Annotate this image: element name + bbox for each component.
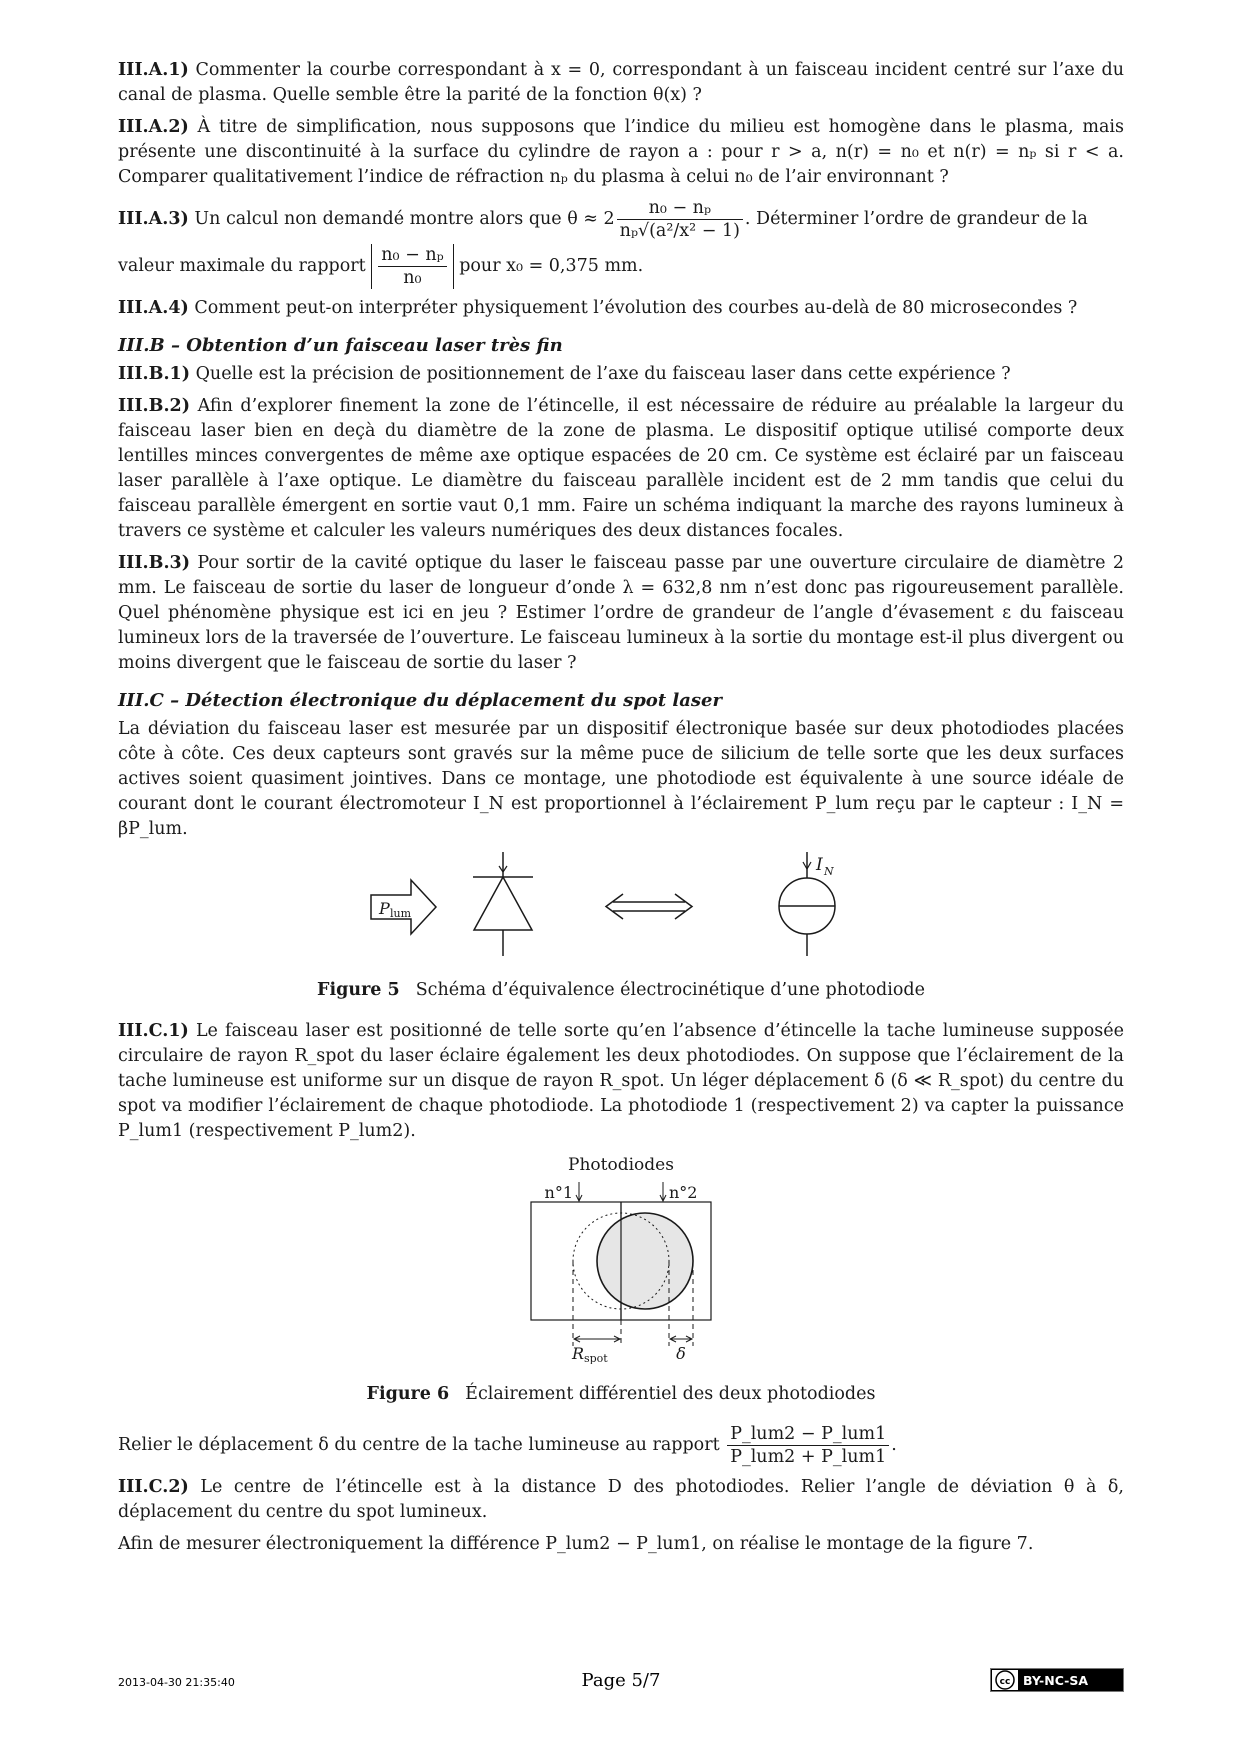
- ratio-numerator: P_lum2 − P_lum1: [727, 1423, 889, 1446]
- question-III-A-1: [118, 58, 1124, 108]
- section-III-C-intro: La déviation du faisceau laser est mesurée par un dispositif électronique basée sur deux photodiodes placées côte à côte. Ces deux capteurs sont gravés sur la même puce de silicium de telle sorte que les deux surfaces actives soient quasiment jointives. Dans ce montage, une photodiode est équivalente à une source idéale de courant dont le courant électromoteur I_N est proportionnel à l’éclairement P_lum reçu par le capteur : I_N = βP_lum.: [118, 719, 1124, 839]
- question-III-B-1: [118, 362, 1124, 387]
- fig6-rspot-sub: spot: [584, 1352, 608, 1364]
- figure-6-caption: [118, 1382, 1124, 1407]
- question-text: Le centre de l’étincelle est à la distance D des photodiodes. Relier l’angle de déviation θ à δ, déplacement du centre du spot lumineux.: [118, 1477, 1124, 1522]
- power-ratio: [727, 1423, 889, 1468]
- fig6-title: Photodiodes: [568, 1155, 674, 1175]
- formula-numerator: n₀ − nₚ: [617, 197, 743, 220]
- question-III-C-1-follow: Relier le déplacement δ du centre de la tache lumineuse au rapport $\frac{\text{P\_lum2 − P\_lum1}}{\text{P\_lum2 + P\_lum1}}$ .: [118, 1424, 897, 1467]
- figure-6: [118, 1154, 1124, 1372]
- fig5-current-label: I: [816, 855, 823, 875]
- question-text: Afin d’explorer finement la zone de l’étincelle, il est nécessaire de réduire au préalable la largeur du faisceau laser bien en deçà du diamètre de la zone de plasma. Le dispositif optique utilisé comporte deux lentilles minces convergentes de même axe optique espacées de 20 cm. Ce système est éclairé par un faisceau laser parallèle à l’axe optique. Le diamètre du faisceau parallèle incident est de 2 mm tandis que celui du faisceau parallèle émergent en sortie vaut 0,1 mm. Faire un schéma indiquant la marche des rayons lumineux à travers ce système et calculer les valeurs numériques des deux distances focales.: [118, 396, 1124, 541]
- caption-label: Figure 5: [317, 980, 400, 1000]
- closing-text: Afin de mesurer électroniquement la différence P_lum2 − P_lum1, on réalise le montage de la figure 7.: [118, 1534, 1034, 1554]
- fig5-input-sub: lum: [390, 907, 412, 920]
- question-III-A-2: [118, 115, 1124, 190]
- page-footer: [118, 1668, 1124, 1696]
- caption-text: Éclairement différentiel des deux photodiodes: [465, 1384, 876, 1404]
- question-text: pour x₀ = 0,375 mm.: [459, 256, 644, 276]
- license-badge: [990, 1668, 1124, 1697]
- question-label: III.B.3): [118, 553, 190, 573]
- fig5-input-label: P: [379, 899, 390, 918]
- laser-spot-displaced: [597, 1213, 693, 1309]
- question-label: III.A.2): [118, 117, 189, 137]
- svg-text:cc: cc: [999, 1677, 1011, 1687]
- photodiodes-diagram: [511, 1154, 731, 1364]
- theta-formula: [617, 197, 743, 242]
- fig6-delta-label: δ: [676, 1344, 686, 1363]
- page-number: Page 5/7: [581, 1670, 661, 1691]
- question-III-A-3-cont: [118, 244, 1124, 289]
- question-text: Un calcul non demandé montre alors que θ ≈ 2: [194, 209, 615, 229]
- ratio-abs: [371, 244, 453, 289]
- page-content: [118, 58, 1124, 1564]
- fig6-rspot-label: R: [572, 1344, 585, 1363]
- fig6-label-2: n°2: [669, 1183, 698, 1202]
- fig6-label-1: n°1: [544, 1183, 573, 1202]
- formula-denominator: nₚ√(a²/x² − 1): [619, 221, 740, 241]
- question-III-A-3: [118, 197, 1124, 242]
- ratio-denominator: n₀: [403, 268, 422, 288]
- fig5-current-sub: N: [824, 865, 834, 878]
- timestamp: 2013-04-30 21:35:40: [118, 1676, 235, 1689]
- question-III-C-2: [118, 1475, 1124, 1525]
- section-heading-III-C: III.C – Détection électronique du déplacement du spot laser: [118, 690, 722, 711]
- equivalence-left-arrow-icon: [606, 894, 623, 919]
- question-text: Quelle est la précision de positionnement de l’axe du faisceau laser dans cette expérience ?: [195, 364, 1011, 384]
- figure-5-caption: [118, 978, 1124, 1003]
- question-text: Commenter la courbe correspondant à x = 0, correspondant à un faisceau incident centré sur l’axe du canal de plasma. Quelle semble être la parité de la fonction θ(x) ?: [118, 60, 1124, 105]
- question-text: valeur maximale du rapport: [118, 256, 366, 276]
- question-III-A-4: [118, 296, 1124, 321]
- question-label: III.A.4): [118, 298, 189, 318]
- question-III-B-2: [118, 394, 1124, 544]
- ratio-fraction: [378, 244, 446, 289]
- photodiode-equivalence-diagram: [341, 850, 901, 960]
- license-text: BY-NC-SA: [1023, 1673, 1089, 1688]
- question-label: III.A.1): [118, 60, 189, 80]
- question-text: . Déterminer l’ordre de grandeur de la: [744, 209, 1088, 229]
- diode-triangle-icon: [474, 877, 532, 930]
- cc-license-icon: [990, 1668, 1124, 1692]
- question-text: Comment peut-on interpréter physiquement l’évolution des courbes au-delà de 80 microsecondes ?: [194, 298, 1078, 318]
- question-text: À titre de simplification, nous supposons que l’indice du milieu est homogène dans le plasma, mais présente une discontinuité à la surface du cylindre de rayon a : pour r > a, n(r) = n₀ et n(r) = nₚ si r < a. Comparer qualitativement l’indice de réfraction nₚ du plasma à celui n₀ de l’air environnant ?: [118, 117, 1124, 187]
- figure-5: [118, 850, 1124, 968]
- question-label: III.C.1): [118, 1021, 189, 1041]
- question-text: Le faisceau laser est positionné de telle sorte qu’en l’absence d’étincelle la tache lumineuse supposée circulaire de rayon R_spot du laser éclaire également les deux photodiodes. On suppose que l’éclairement de la tache lumineuse est uniforme sur un disque de rayon R_spot. Un léger déplacement δ (δ ≪ R_spot) du centre du spot va modifier l’éclairement de chaque photodiode. La photodiode 1 (respectivement 2) va capter la puissance P_lum1 (respectivement P_lum2).: [118, 1021, 1124, 1141]
- section-heading-III-B: III.B – Obtention d’un faisceau laser très fin: [118, 335, 563, 356]
- question-label: III.A.3): [118, 209, 189, 229]
- question-label: III.B.2): [118, 396, 190, 416]
- question-label: III.C.2): [118, 1477, 189, 1497]
- question-III-B-3: [118, 551, 1124, 676]
- caption-label: Figure 6: [366, 1384, 450, 1404]
- ratio-denominator: P_lum2 + P_lum1: [730, 1447, 887, 1467]
- question-text: Pour sortir de la cavité optique du laser le faisceau passe par une ouverture circulaire de diamètre 2 mm. Le faisceau de sortie du laser de longueur d’onde λ = 632,8 nm n’est donc pas rigoureusement parallèle. Quel phénomène physique est ici en jeu ? Estimer l’ordre de grandeur de l’angle d’évasement ε du faisceau lumineux lors de la traversée de l’ouverture. Le faisceau lumineux à la sortie du montage est-il plus divergent ou moins divergent que le faisceau de sortie du laser ?: [118, 553, 1124, 673]
- question-text: Relier le déplacement δ du centre de la tache lumineuse au rapport: [118, 1435, 720, 1455]
- question-III-C-1: [118, 1019, 1124, 1144]
- ratio-numerator: n₀ − nₚ: [378, 244, 446, 267]
- caption-text: Schéma d’équivalence électrocinétique d’une photodiode: [415, 980, 925, 1000]
- equivalence-right-arrow-icon: [675, 894, 692, 919]
- question-label: III.B.1): [118, 364, 190, 384]
